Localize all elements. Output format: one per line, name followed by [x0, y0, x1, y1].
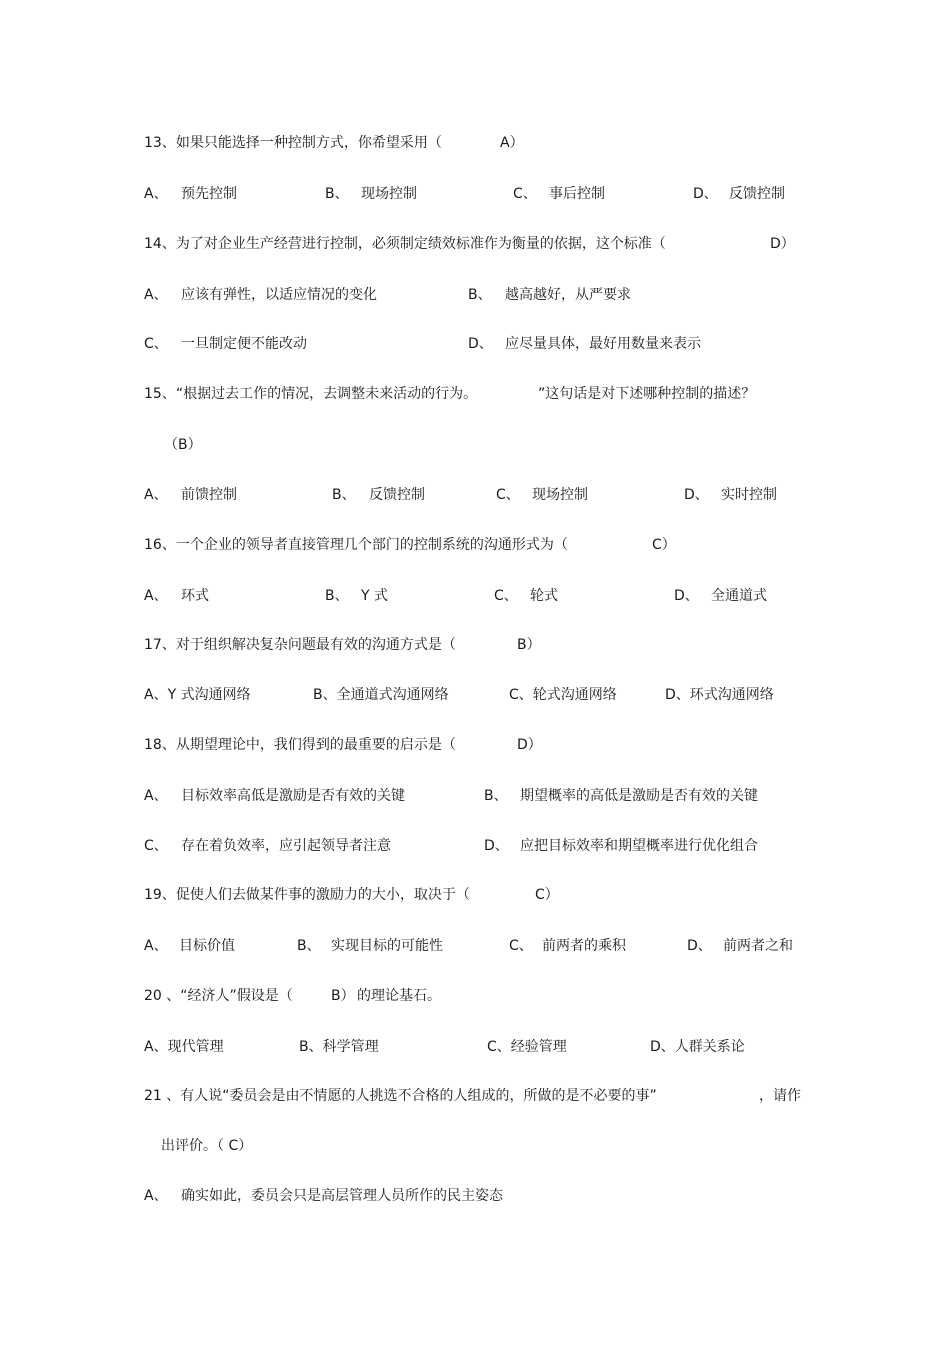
q18-option-d-text: 应把目标效率和期望概率进行优化组合: [520, 838, 758, 854]
q19-option-b-text: 实现目标的可能性: [331, 938, 443, 954]
q16-option-d-text: 全通道式: [711, 588, 767, 604]
q16-option-c-text: 轮式: [530, 588, 558, 604]
q14-answer: D）: [770, 236, 795, 252]
q17-option-c: C、轮式沟通网络: [509, 687, 617, 703]
q19-answer: C）: [535, 887, 559, 903]
q21-option-a-label: A、: [144, 1188, 168, 1204]
q20-option-c: C、经验管理: [487, 1039, 567, 1055]
q18-stem: 18、从期望理论中，我们得到的最重要的启示是（: [144, 737, 456, 753]
q16-option-a-label: A、: [144, 588, 168, 604]
q14-option-a-text: 应该有弹性，以适应情况的变化: [181, 287, 377, 303]
q13-option-c-text: 事后控制: [549, 186, 605, 202]
q20-option-a: A、现代管理: [144, 1039, 224, 1055]
q16-option-a-text: 环式: [181, 588, 209, 604]
q18-answer: D）: [517, 737, 542, 753]
q18-option-d-label: D、: [484, 838, 509, 854]
q16-option-c-label: C、: [494, 588, 518, 604]
q18-option-a-label: A、: [144, 788, 168, 804]
q16-option-d-label: D、: [674, 588, 699, 604]
q19-option-c-label: C、: [509, 938, 533, 954]
q14-option-b-text: 越高越好，从严要求: [505, 287, 631, 303]
q14-option-a-label: A、: [144, 287, 168, 303]
q15-option-a-label: A、: [144, 487, 168, 503]
q17-option-a: A、Y 式沟通网络: [144, 687, 251, 703]
q17-answer: B）: [517, 637, 541, 653]
q21-option-a-text: 确实如此，委员会只是高层管理人员所作的民主姿态: [181, 1188, 503, 1204]
q16-option-b-label: B、: [325, 588, 349, 604]
q13-option-b-text: 现场控制: [361, 186, 417, 202]
q14-stem: 14、为了对企业生产经营进行控制，必须制定绩效标准作为衡量的依据，这个标准（: [144, 236, 666, 252]
q20-stem-start: 20 、“经济人”假设是（: [144, 988, 293, 1004]
q19-option-b-label: B、: [297, 938, 321, 954]
q14-option-c-label: C、: [144, 336, 168, 352]
q19-option-a-label: A、: [144, 938, 168, 954]
q13-option-b-label: B、: [325, 186, 349, 202]
q13-answer: A）: [500, 135, 524, 151]
q15-stem: 15、“根据过去工作的情况，去调整未来活动的行为。: [144, 386, 478, 402]
q19-option-a-text: 目标价值: [179, 938, 235, 954]
q13-option-a-label: A、: [144, 186, 168, 202]
q14-option-b-label: B、: [468, 287, 492, 303]
q20-option-b: B、科学管理: [299, 1039, 379, 1055]
q17-option-b: B、全通道式沟通网络: [313, 687, 449, 703]
q18-option-a-text: 目标效率高低是激励是否有效的关键: [181, 788, 405, 804]
q15-option-c-label: C、: [496, 487, 520, 503]
q20-option-d: D、人群关系论: [650, 1039, 745, 1055]
q15-option-b-text: 反馈控制: [369, 487, 425, 503]
q15-option-c-text: 现场控制: [532, 487, 588, 503]
q18-option-b-text: 期望概率的高低是激励是否有效的关键: [520, 788, 758, 804]
q18-option-c-text: 存在着负效率，应引起领导者注意: [181, 838, 391, 854]
q13-stem: 13、如果只能选择一种控制方式，你希望采用（: [144, 135, 442, 151]
q17-option-d: D、环式沟通网络: [665, 687, 774, 703]
q17-stem: 17、对于组织解决复杂问题最有效的沟通方式是（: [144, 637, 456, 653]
q15-option-d-text: 实时控制: [721, 487, 777, 503]
q15-answer: （B）: [164, 437, 202, 453]
q13-option-d-text: 反馈控制: [729, 186, 785, 202]
q14-option-d-label: D、: [468, 336, 493, 352]
q16-stem: 16、一个企业的领导者直接管理几个部门的控制系统的沟通形式为（: [144, 537, 568, 553]
q14-option-d-text: 应尽量具体，最好用数量来表示: [505, 336, 701, 352]
q19-stem: 19、促使人们去做某件事的激励力的大小，取决于（: [144, 887, 470, 903]
q21-stem-end: ，请作: [759, 1088, 801, 1104]
q18-option-c-label: C、: [144, 838, 168, 854]
q13-option-d-label: D、: [693, 186, 718, 202]
q19-option-d-label: D、: [687, 938, 712, 954]
q19-option-d-text: 前两者之和: [723, 938, 793, 954]
q18-option-b-label: B、: [484, 788, 508, 804]
q19-option-c-text: 前两者的乘积: [542, 938, 626, 954]
q16-option-b-text: Y 式: [361, 588, 389, 604]
q15-option-a-text: 前馈控制: [181, 487, 237, 503]
q21-stem-line2: 出评价。（ C）: [161, 1138, 253, 1154]
q20-stem-end: 的理论基石。: [357, 988, 441, 1004]
q13-option-c-label: C、: [513, 186, 537, 202]
q14-option-c-text: 一旦制定便不能改动: [181, 336, 307, 352]
q15-option-d-label: D、: [684, 487, 709, 503]
q13-option-a-text: 预先控制: [181, 186, 237, 202]
q15-stem-end: ”这句话是对下述哪种控制的描述？: [538, 386, 756, 402]
q16-answer: C）: [652, 537, 676, 553]
q15-option-b-label: B、: [332, 487, 356, 503]
q21-stem: 21 、有人说“委员会是由不情愿的人挑选不合格的人组成的，所做的是不必要的事”: [144, 1088, 657, 1104]
q20-answer: B）: [331, 988, 355, 1004]
